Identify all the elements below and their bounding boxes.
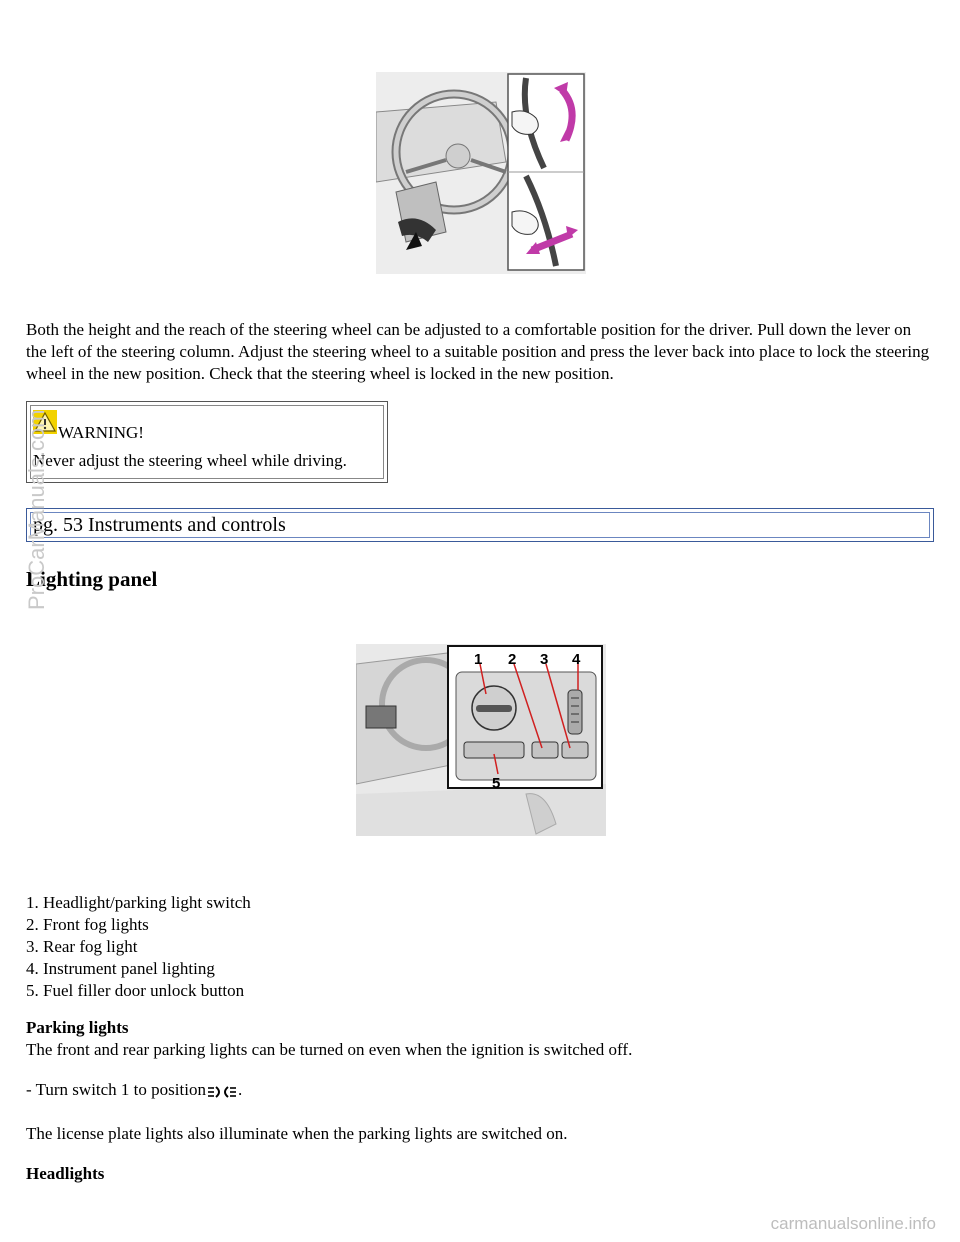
parking-lights-text: The front and rear parking lights can be turned on even when the ignition is switched off. [26, 1040, 633, 1059]
license-plate-text: The license plate lights also illuminate when the parking lights are switched on. [26, 1124, 568, 1143]
headlights-heading: Headlights [26, 1164, 105, 1183]
section-header-box [26, 508, 934, 542]
callout-3: 3 [540, 651, 549, 668]
list-item: 3. Rear fog light [26, 937, 138, 956]
list-item: 4. Instrument panel lighting [26, 959, 215, 978]
section-header: pg. 53 Instruments and controls [33, 514, 286, 536]
lighting-legend [26, 892, 251, 1002]
steering-adjust-figure [376, 72, 586, 274]
callout-5: 5 [492, 775, 501, 792]
warning-title: WARNING! [58, 423, 144, 442]
steering-adjust-paragraph: Both the height and the reach of the steering wheel can be adjusted to a comfortable position for the driver. Pull down the lever on the left of the steering column. Adjust the steering wheel to a suitable position and press the lever back into place to lock the steering wheel in the new position. Check that the steering wheel is locked in the new position. [26, 320, 930, 383]
side-watermark: ProCarManuals.com [24, 409, 49, 610]
warning-text: Never adjust the steering wheel while driving. [33, 451, 347, 470]
lighting-panel-illustration [356, 644, 606, 836]
callout-4: 4 [572, 651, 581, 668]
parking-instruction-end: . [237, 1080, 243, 1099]
parking-light-symbol-icon [206, 1083, 238, 1101]
parking-instruction-text: - Turn switch 1 to position [26, 1080, 206, 1099]
list-item: 1. Headlight/parking light switch [26, 893, 251, 912]
callout-2: 2 [508, 651, 517, 668]
warning-box [26, 401, 388, 483]
list-item: 2. Front fog lights [26, 915, 149, 934]
steering-adjust-illustration [376, 72, 586, 274]
list-item: 5. Fuel filler door unlock button [26, 981, 245, 1000]
bottom-watermark: carmanualsonline.info [770, 1214, 936, 1233]
callout-1: 1 [474, 651, 483, 668]
section-title: Lighting panel [26, 567, 158, 591]
parking-instruction [26, 1079, 242, 1101]
lighting-panel-figure [356, 644, 606, 836]
parking-lights-heading: Parking lights [26, 1018, 129, 1037]
